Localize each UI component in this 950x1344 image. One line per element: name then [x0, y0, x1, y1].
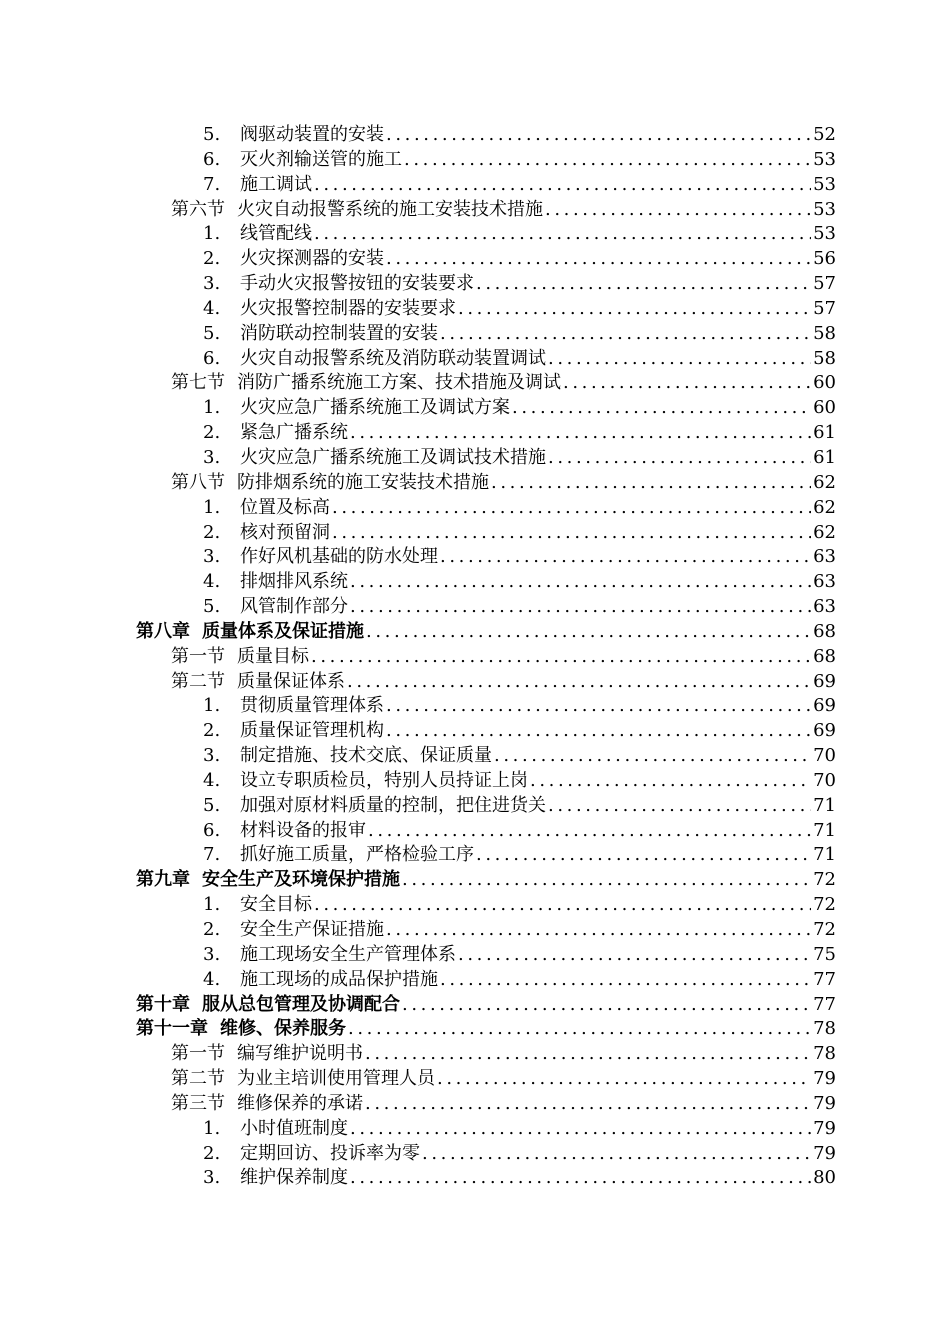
toc-title: 质量目标: [237, 645, 309, 667]
toc-title: 灭火剂输送管的施工: [240, 148, 402, 170]
toc-section[interactable]: [0, 1042, 950, 1067]
toc-number: 第九章: [136, 869, 190, 891]
toc-chapter[interactable]: [0, 868, 950, 893]
toc-number: 第二节: [171, 1068, 225, 1090]
toc-page-number: 52: [813, 124, 836, 145]
toc-item[interactable]: [0, 173, 950, 198]
toc-chapter[interactable]: [0, 1017, 950, 1042]
toc-dot-leader: [350, 1166, 811, 1191]
toc-title: 火灾探测器的安装: [240, 248, 384, 270]
toc-title: 为业主培训使用管理人员: [237, 1068, 435, 1090]
toc-page-number: 53: [813, 148, 836, 170]
toc-page-number: 68: [813, 645, 836, 667]
toc-number: 3.: [203, 745, 221, 767]
toc-dot-leader: [440, 322, 811, 347]
toc-page-number: 58: [813, 347, 836, 369]
toc-item[interactable]: [0, 123, 950, 148]
toc-item[interactable]: [0, 421, 950, 446]
toc-page-number: 71: [813, 844, 836, 866]
toc-dot-leader: [386, 123, 811, 148]
toc-dot-leader: [548, 347, 811, 372]
toc-number: 1.: [203, 695, 221, 717]
toc-page-number: 57: [813, 273, 836, 295]
toc-dot-leader: [350, 421, 811, 446]
toc-number: 5.: [203, 124, 221, 145]
toc-page-number: 61: [813, 422, 836, 444]
toc-number: 2.: [203, 1142, 221, 1164]
toc-dot-leader: [563, 371, 811, 396]
toc-item[interactable]: [0, 968, 950, 993]
toc-page-number: 63: [813, 596, 836, 618]
toc-title: 维护保养制度: [240, 1167, 348, 1189]
toc-dot-leader: [365, 1092, 811, 1117]
toc-dot-leader: [422, 1142, 811, 1167]
toc-dot-leader: [348, 1017, 811, 1042]
toc-number: 6.: [203, 819, 221, 841]
toc-title: 手动火灾报警按钮的安装要求: [240, 273, 474, 295]
toc-dot-leader: [494, 744, 811, 769]
toc-page-number: 77: [813, 993, 836, 1015]
toc-number: 3.: [203, 273, 221, 295]
toc-item[interactable]: [0, 322, 950, 347]
toc-page-number: 78: [813, 1018, 836, 1040]
toc-page-number: 72: [813, 894, 836, 916]
toc-number: 4.: [203, 571, 221, 593]
toc-page-number: 60: [813, 372, 836, 394]
toc-title: 质量体系及保证措施: [202, 620, 364, 642]
toc-number: 2.: [203, 919, 221, 940]
toc-section[interactable]: [0, 1067, 950, 1092]
toc-item[interactable]: [0, 148, 950, 173]
toc-page-number: 53: [813, 223, 836, 245]
toc-item[interactable]: [0, 396, 950, 421]
toc-page-number: 62: [813, 496, 836, 518]
toc-number: 第一节: [171, 1043, 225, 1065]
toc-title: 紧急广播系统: [240, 422, 348, 444]
toc-section[interactable]: [0, 670, 950, 695]
toc-title: 服从总包管理及协调配合: [202, 993, 400, 1015]
toc-number: 第七节: [171, 372, 225, 394]
toc-number: 第三节: [171, 1092, 225, 1114]
toc-number: 第六节: [171, 198, 225, 220]
toc-item[interactable]: [0, 1142, 950, 1167]
toc-dot-leader: [332, 496, 811, 521]
toc-title: 制定措施、技术交底、保证质量: [240, 745, 492, 767]
toc-dot-leader: [332, 521, 811, 546]
toc-page-number: 79: [813, 1068, 836, 1090]
toc-title: 作好风机基础的防水处理: [240, 546, 438, 568]
toc-item[interactable]: [0, 794, 950, 819]
toc-page-number: 70: [813, 745, 836, 767]
toc-dot-leader: [404, 148, 811, 173]
toc-dot-leader: [476, 272, 811, 297]
toc-title: 排烟排风系统: [240, 571, 348, 593]
toc-number: 2.: [203, 720, 221, 742]
toc-title: 安全生产及环境保护措施: [202, 869, 400, 891]
toc-dot-leader: [491, 471, 811, 496]
toc-number: 4.: [203, 769, 221, 791]
toc-item[interactable]: [0, 545, 950, 570]
toc-number: 5.: [203, 794, 221, 816]
toc-dot-leader: [530, 769, 811, 794]
toc-page-number: 71: [813, 819, 836, 841]
toc-title: 质量保证体系: [237, 670, 345, 692]
toc-dot-leader: [402, 868, 811, 893]
toc-number: 2.: [203, 248, 221, 270]
toc-dot-leader: [365, 1042, 811, 1067]
toc-dot-leader: [386, 719, 811, 744]
toc-dot-leader: [440, 968, 811, 993]
toc-title: 防排烟系统的施工安装技术措施: [237, 471, 489, 493]
toc-dot-leader: [350, 570, 811, 595]
toc-title: 消防广播系统施工方案、技术措施及调试: [237, 372, 561, 394]
toc-dot-leader: [402, 993, 811, 1018]
toc-number: 7.: [203, 844, 221, 866]
toc-number: 1.: [203, 1117, 221, 1139]
toc-page-number: 78: [813, 1043, 836, 1065]
toc-item[interactable]: [0, 347, 950, 372]
toc-title: 定期回访、投诉率为零: [240, 1142, 420, 1164]
toc-item[interactable]: [0, 247, 950, 272]
toc-title: 安全目标: [240, 894, 312, 916]
toc-dot-leader: [350, 1117, 811, 1142]
toc-title: 线管配线: [240, 223, 312, 245]
toc-dot-leader: [366, 620, 811, 645]
toc-section[interactable]: [0, 1092, 950, 1117]
toc-page-number: 58: [813, 322, 836, 344]
toc-number: 2.: [203, 422, 221, 444]
toc-dot-leader: [458, 943, 811, 968]
toc-title: 加强对原材料质量的控制，把住进货关: [240, 794, 546, 816]
toc-page-number: 69: [813, 695, 836, 717]
toc-page-number: 70: [813, 769, 836, 791]
toc-title: 火灾应急广播系统施工及调试技术措施: [240, 446, 546, 468]
toc-page-number: 77: [813, 968, 836, 990]
toc-number: 5.: [203, 322, 221, 344]
toc-title: 火灾报警控制器的安装要求: [240, 297, 456, 319]
toc-title: 火灾自动报警系统的施工安装技术措施: [237, 198, 543, 220]
toc-item[interactable]: [0, 446, 950, 471]
toc-title: 材料设备的报审: [240, 819, 366, 841]
toc-number: 1.: [203, 894, 221, 916]
toc-page-number: 79: [813, 1117, 836, 1139]
toc-item[interactable]: [0, 719, 950, 744]
toc-chapter[interactable]: [0, 620, 950, 645]
toc-section[interactable]: [0, 645, 950, 670]
toc-title: 火灾自动报警系统及消防联动装置调试: [240, 347, 546, 369]
table-of-contents: [0, 123, 950, 1191]
toc-number: 4.: [203, 968, 221, 990]
toc-title: 位置及标高: [240, 496, 330, 518]
toc-item[interactable]: [0, 595, 950, 620]
toc-dot-leader: [350, 595, 811, 620]
toc-page-number: 56: [813, 248, 836, 270]
toc-number: 1.: [203, 397, 221, 419]
toc-dot-leader: [314, 173, 811, 198]
toc-title: 维修、保养服务: [220, 1018, 346, 1040]
toc-title: 风管制作部分: [240, 596, 348, 618]
toc-page-number: 63: [813, 546, 836, 568]
toc-page-number: 72: [813, 869, 836, 891]
toc-title: 施工调试: [240, 173, 312, 195]
toc-item[interactable]: [0, 744, 950, 769]
toc-number: 3.: [203, 446, 221, 468]
toc-item[interactable]: [0, 819, 950, 844]
toc-title: 编写维护说明书: [237, 1043, 363, 1065]
toc-page-number: 60: [813, 397, 836, 419]
toc-title: 抓好施工质量，严格检验工序: [240, 844, 474, 866]
toc-title: 贯彻质量管理体系: [240, 695, 384, 717]
toc-page-number: 69: [813, 720, 836, 742]
toc-page-number: 69: [813, 670, 836, 692]
toc-dot-leader: [440, 545, 811, 570]
toc-section[interactable]: [0, 198, 950, 223]
toc-page-number: 68: [813, 620, 836, 642]
toc-dot-leader: [386, 247, 811, 272]
toc-item[interactable]: [0, 1117, 950, 1142]
toc-number: 6.: [203, 148, 221, 170]
toc-number: 3.: [203, 1167, 221, 1189]
toc-title: 火灾应急广播系统施工及调试方案: [240, 397, 510, 419]
toc-page-number: 80: [813, 1167, 836, 1189]
toc-number: 第二节: [171, 670, 225, 692]
toc-item[interactable]: [0, 222, 950, 247]
toc-dot-leader: [314, 222, 811, 247]
toc-page-number: 63: [813, 571, 836, 593]
toc-dot-leader: [548, 446, 811, 471]
toc-dot-leader: [347, 670, 811, 695]
toc-title: 设立专职质检员，特别人员持证上岗: [240, 769, 528, 791]
toc-item[interactable]: [0, 769, 950, 794]
toc-title: 施工现场安全生产管理体系: [240, 943, 456, 965]
toc-dot-leader: [386, 694, 811, 719]
toc-title: 阀驱动装置的安装: [240, 124, 384, 145]
toc-item[interactable]: [0, 943, 950, 968]
toc-page-number: 53: [813, 173, 836, 195]
toc-page-number: 61: [813, 446, 836, 468]
toc-number: 第十章: [136, 993, 190, 1015]
toc-item[interactable]: [0, 843, 950, 868]
toc-number: 3.: [203, 546, 221, 568]
toc-dot-leader: [458, 297, 811, 322]
toc-number: 第一节: [171, 645, 225, 667]
toc-item[interactable]: [0, 272, 950, 297]
toc-dot-leader: [512, 396, 811, 421]
toc-item[interactable]: [0, 893, 950, 918]
toc-page-number: 53: [813, 198, 836, 220]
toc-page-number: 75: [813, 943, 836, 965]
toc-number: 第十一章: [136, 1018, 208, 1040]
toc-page-number: 57: [813, 297, 836, 319]
toc-number: 6.: [203, 347, 221, 369]
toc-dot-leader: [548, 794, 811, 819]
toc-page-number: 71: [813, 794, 836, 816]
toc-page-number: 62: [813, 521, 836, 543]
toc-title: 核对预留洞: [240, 521, 330, 543]
toc-title: 质量保证管理机构: [240, 720, 384, 742]
toc-section[interactable]: [0, 371, 950, 396]
toc-number: 1.: [203, 496, 221, 518]
toc-item[interactable]: [0, 496, 950, 521]
toc-title: 安全生产保证措施: [240, 919, 384, 940]
toc-title: 维修保养的承诺: [237, 1092, 363, 1114]
toc-title: 小时值班制度: [240, 1117, 348, 1139]
toc-title: 消防联动控制装置的安装: [240, 322, 438, 344]
toc-number: 第八节: [171, 471, 225, 493]
toc-number: 2.: [203, 521, 221, 543]
toc-item[interactable]: [0, 694, 950, 719]
toc-page-number: 79: [813, 1142, 836, 1164]
toc-number: 7.: [203, 173, 221, 195]
toc-dot-leader: [545, 198, 811, 223]
toc-item[interactable]: [0, 570, 950, 595]
toc-dot-leader: [311, 645, 811, 670]
toc-number: 第八章: [136, 620, 190, 642]
toc-chapter[interactable]: [0, 993, 950, 1018]
toc-item[interactable]: [0, 297, 950, 322]
toc-page-number: 72: [813, 919, 836, 940]
toc-dot-leader: [437, 1067, 811, 1092]
toc-page-number: 62: [813, 471, 836, 493]
toc-number: 4.: [203, 297, 221, 319]
toc-page-number: 79: [813, 1092, 836, 1114]
toc-item[interactable]: [0, 1166, 950, 1191]
toc-dot-leader: [476, 843, 811, 868]
toc-title: 施工现场的成品保护措施: [240, 968, 438, 990]
toc-section[interactable]: [0, 471, 950, 496]
toc-number: 5.: [203, 596, 221, 618]
toc-dot-leader: [368, 819, 811, 844]
toc-dot-leader: [386, 918, 811, 943]
toc-item[interactable]: [0, 521, 950, 546]
toc-number: 3.: [203, 943, 221, 965]
toc-number: 1.: [203, 223, 221, 245]
toc-dot-leader: [314, 893, 811, 918]
toc-item[interactable]: [0, 918, 950, 943]
